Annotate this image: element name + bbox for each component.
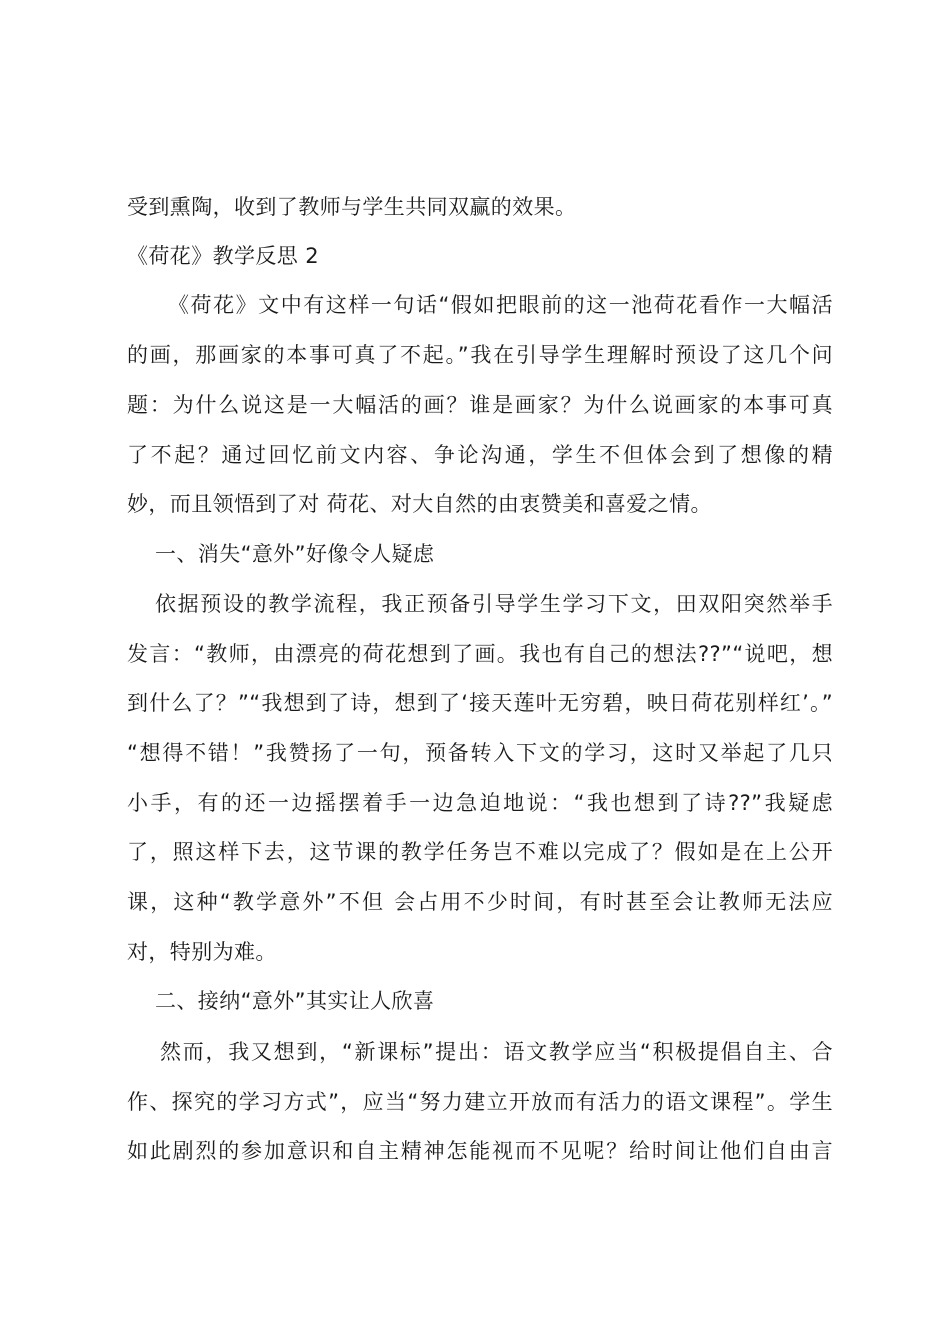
text-line-16: 对，特别为难。 [127,940,277,964]
text-line-1: 受到熏陶，收到了教师与学生共同双赢的效果。 [127,195,577,219]
text-line-9: 依据预设的教学流程，我正预备引导学生学习下文，田双阳突然举手 [155,592,833,616]
text-line-14: 了，照这样下去，这节课的教学任务岂不难以完成了？假如是在上公开 [127,840,833,864]
text-line-6: 了不起？通过回忆前文内容、争论沟通，学生不但体会到了想像的精 [127,443,833,467]
text-line-7: 妙，而且领悟到了对 荷花、对大自然的由衷赞美和喜爱之情。 [127,492,712,516]
text-line-12: “想得不错！”我赞扬了一句，预备转入下文的学习，这时又举起了几只 [127,741,833,765]
text-line-19: 作、探究的学习方式”，应当“努力建立开放而有活力的语文课程”。学生 [127,1090,833,1114]
text-line-18: 然而，我又想到，“新课标”提出：语文教学应当“积极提倡自主、合 [160,1040,833,1064]
text-line-5: 题：为什么说这是一大幅活的画？谁是画家？为什么说画家的本事可真 [127,393,833,417]
text-line-15: 课，这种“教学意外”不但 会占用不少时间，有时甚至会让教师无法应 [127,890,833,914]
subheading-1: 一、消失“意外”好像令人疑虑 [155,542,435,566]
text-line-10: 发言：“教师，由漂亮的荷花想到了画。我也有自己的想法??”“说吧，想 [127,642,833,666]
text-line-11: 到什么了？”“我想到了诗，想到了‘接天莲叶无穷碧，映日荷花别样红’。” [127,691,833,715]
text-line-4: 的画，那画家的本事可真了不起。”我在引导学生理解时预设了这几个问 [127,343,833,367]
text-line-13: 小手，有的还一边摇摆着手一边急迫地说：“我也想到了诗??”我疑虑 [127,791,833,815]
section-title: 《荷花》教学反思 2 [127,244,320,268]
text-line-20: 如此剧烈的参加意识和自主精神怎能视而不见呢？给时间让他们自由言 [127,1139,833,1163]
text-line-3: 《荷花》文中有这样一句话“假如把眼前的这一池荷花看作一大幅活 [168,293,833,317]
subheading-2: 二、接纳“意外”其实让人欣喜 [155,989,435,1013]
